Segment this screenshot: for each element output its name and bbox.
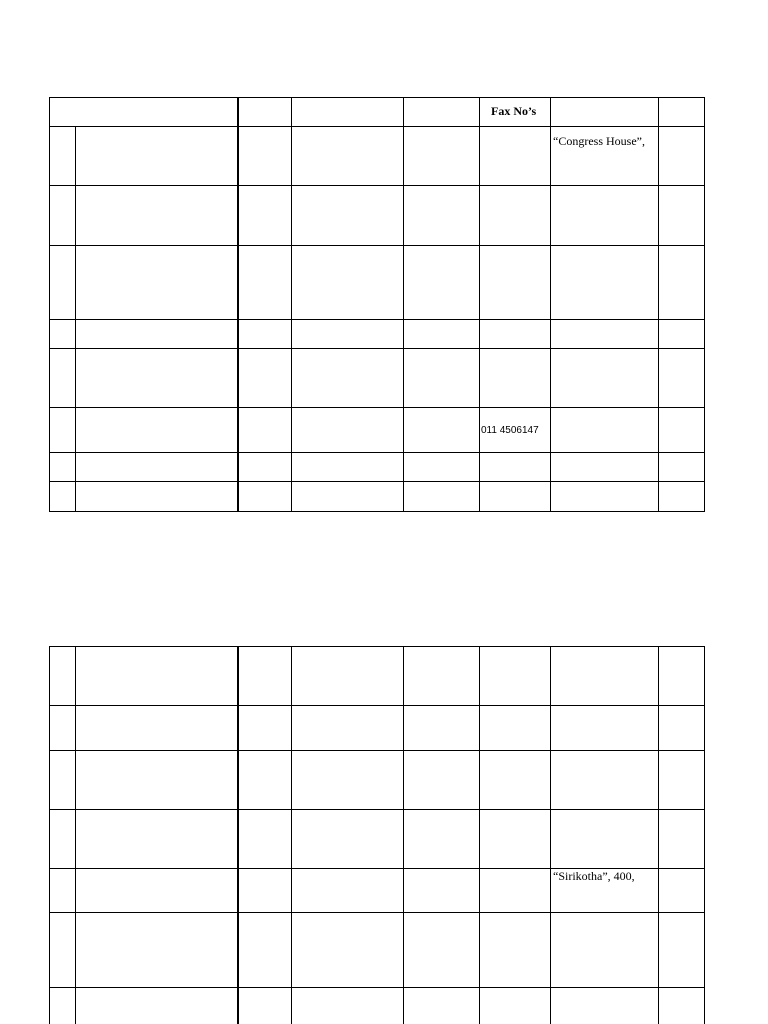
table1-vline xyxy=(237,97,239,512)
table1-hline xyxy=(49,185,705,186)
table1-vline xyxy=(658,97,659,512)
table2-hline xyxy=(49,987,705,988)
table1-hline xyxy=(49,245,705,246)
table1-hline xyxy=(49,126,705,127)
table1-vline xyxy=(49,97,50,512)
table2-vline xyxy=(291,646,292,1024)
table2-vline xyxy=(403,646,404,1024)
table1-hline xyxy=(49,452,705,453)
fax-column-header: Fax No’s xyxy=(491,104,537,118)
fax-number: 011 4506147 xyxy=(481,425,539,436)
table1-vline xyxy=(291,97,292,512)
table1-hline xyxy=(49,481,705,482)
table2-vline xyxy=(49,646,50,1024)
table1-hline xyxy=(49,97,705,98)
table2-hline xyxy=(49,646,705,647)
table2-vline xyxy=(550,646,551,1024)
table2-vline xyxy=(237,646,239,1024)
table1-hline xyxy=(49,407,705,408)
address-sirikotha: “Sirikotha”, 400, xyxy=(553,869,635,883)
table2-hline xyxy=(49,809,705,810)
table2-hline xyxy=(49,705,705,706)
table1-hline xyxy=(49,319,705,320)
table1-vline xyxy=(403,97,404,512)
table2-hline xyxy=(49,750,705,751)
table2-vline xyxy=(479,646,480,1024)
address-congress-house: “Congress House”, xyxy=(553,134,645,148)
table1-vline xyxy=(479,97,480,512)
table2-vline xyxy=(658,646,659,1024)
table1-hline xyxy=(49,348,705,349)
table2-vline xyxy=(704,646,705,1024)
table1-vline xyxy=(75,126,76,512)
table1-vline xyxy=(550,97,551,512)
table1-hline xyxy=(49,511,705,512)
table2-hline xyxy=(49,912,705,913)
table1-vline xyxy=(704,97,705,512)
table2-vline xyxy=(75,646,76,1024)
